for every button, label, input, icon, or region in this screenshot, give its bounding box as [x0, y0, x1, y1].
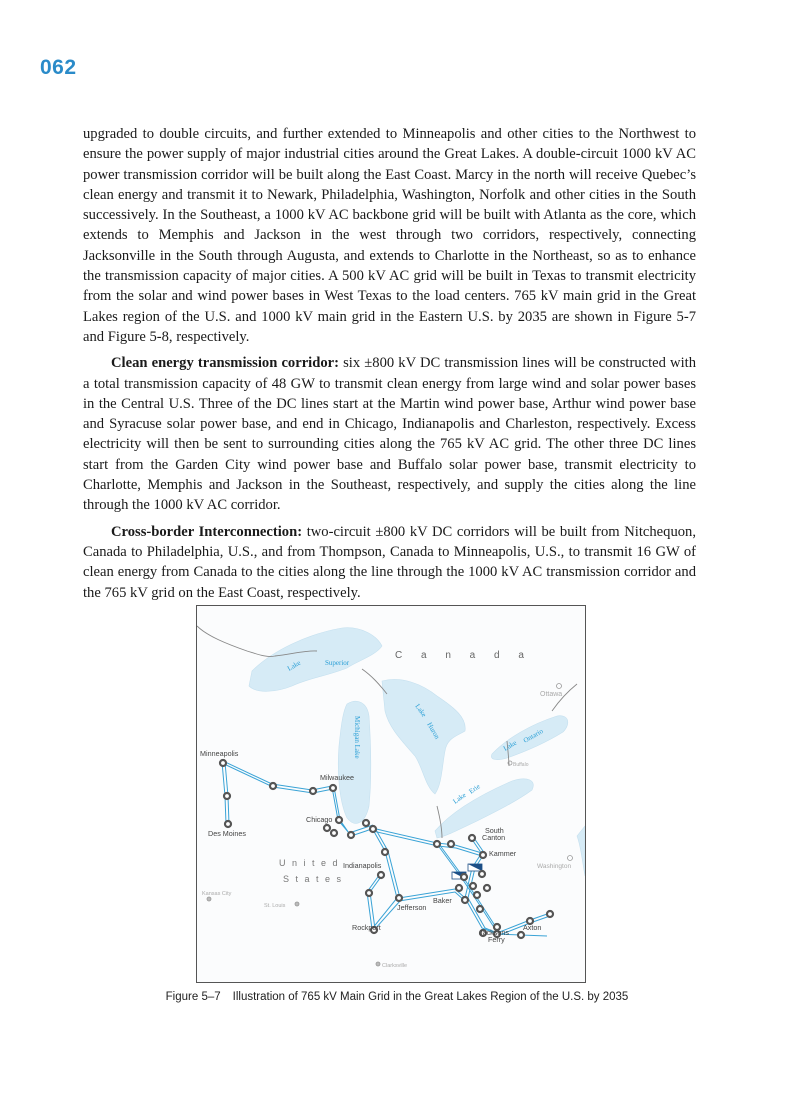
lake-huron	[382, 679, 465, 794]
substation-node	[434, 841, 440, 847]
city-label-axton: Axton	[523, 923, 542, 932]
city-label-chicago: Chicago	[306, 815, 333, 824]
substation-node	[456, 885, 462, 891]
washington-marker	[568, 856, 573, 861]
paragraph-lead: Cross-border Interconnection:	[111, 523, 303, 540]
city-label-des-moines: Des Moines	[208, 829, 246, 838]
kansas-city-marker	[207, 897, 211, 901]
figure-number: Figure 5–7	[165, 991, 221, 1003]
paragraph-clean-energy-corridor	[83, 353, 696, 515]
converter-icon	[468, 864, 482, 871]
substation-node	[474, 892, 480, 898]
substation-node	[370, 826, 376, 832]
city-label-clarksville: Clarksville	[382, 963, 408, 969]
city-label-jacksons-ferry-1: Jacksons	[479, 928, 509, 937]
city-label-south-canton-2: Canton	[482, 833, 506, 842]
city-label-jacksons-ferry-2: Ferry	[488, 935, 505, 944]
figure-caption-text: Illustration of 765 kV Main Grid in the Great Lakes Region of the U.S. by 2035	[232, 991, 629, 1003]
substation-node	[484, 885, 490, 891]
paragraph-lead: Clean energy transmission corridor:	[111, 355, 339, 372]
city-label-buffalo: Buffalo	[513, 762, 529, 768]
canada-label: C a n a d a	[395, 650, 532, 661]
city-label-st-louis: St. Louis	[264, 903, 286, 909]
substation-node	[220, 760, 226, 766]
line-minneapolis-milwaukee	[223, 761, 333, 793]
ottawa-marker	[557, 684, 562, 689]
us-label-line1: U n i t e d	[279, 858, 340, 868]
substation-node	[477, 906, 483, 912]
substation-node	[462, 897, 468, 903]
city-label-kansas-city: Kansas City	[202, 891, 232, 897]
reference-markers	[207, 684, 573, 967]
lake-superior	[249, 628, 382, 692]
substation-node	[378, 872, 384, 878]
substation-node	[336, 817, 342, 823]
substation-node	[366, 890, 372, 896]
substation-node	[396, 895, 402, 901]
paragraph-grid-overview	[83, 124, 696, 347]
clarksville-marker	[376, 962, 380, 966]
city-label-south-canton-1: South	[485, 826, 504, 835]
lake-huron-label-1: Lake	[413, 702, 428, 719]
city-label-kammer: Kammer	[489, 849, 517, 858]
city-label-ottawa: Ottawa	[540, 691, 563, 698]
city-label-washington: Washington	[537, 863, 572, 870]
body-text	[83, 124, 696, 609]
substation-node	[363, 820, 369, 826]
figure-map	[196, 605, 586, 983]
city-label-indianapolis: Indianapolis	[343, 861, 382, 870]
substation-node	[310, 788, 316, 794]
city-label-baker: Baker	[433, 896, 452, 905]
substation-node	[518, 932, 524, 938]
substation-node	[331, 830, 337, 836]
city-label-minneapolis: Minneapolis	[200, 749, 239, 758]
lake-erie-label-2: Erie	[467, 782, 482, 796]
us-label-line2: S t a t e s	[283, 874, 344, 884]
map-svg	[197, 606, 585, 982]
lake-michigan-label: Michigan Lake	[353, 716, 361, 759]
city-label-rockport: Rockport	[352, 923, 381, 932]
lake-superior-label-1: Lake	[286, 658, 303, 673]
substation-node	[470, 883, 476, 889]
substation-node	[448, 841, 454, 847]
page-number: 062	[40, 56, 77, 79]
substation-node	[469, 835, 475, 841]
city-label-jefferson: Jefferson	[397, 903, 427, 912]
paragraph-text: two-circuit ±800 kV DC corridors will be built from Nitchequon, Canada to Philadelphia, U.S., and from Thompson, Canada to Minneapolis, U.S., to transmit 16 GW of clean energy from Canada to the cities along the line through the 1000 kV AC transmission corridor and the 765 kV grid on the East Coast, respectively.	[83, 523, 696, 601]
substation-node	[479, 871, 485, 877]
line-indianapolis-rockport	[367, 874, 400, 929]
substation-node	[324, 825, 330, 831]
atlantic-edge	[577, 826, 585, 876]
substation-node	[270, 783, 276, 789]
lake-superior-label-2: Superior	[325, 659, 350, 667]
substation-node	[348, 832, 354, 838]
paragraph-text: upgraded to double circuits, and further extended to Minneapolis and other cities to the Northwest to ensure the power supply of major industrial cities around the Great Lakes. A double-circuit 1000 kV AC power transmission corridor will be built along the East Coast. Marcy in the north will receive Quebec’s clean energy and transmit it to Newark, Philadelphia, Washington, Norfolk and other cities in the South successively. In the Southeast, a 1000 kV AC backbone grid will be built with Atlanta as the core, which extends to Memphis and Jackson in the west through two corridors, respectively, connecting Jacksonville in the South through Augusta, and extends to Charlotte in the Northeast, so as to enhance the transmission capacity of major cities. A 500 kV AC grid will be built in Texas to transmit electricity from the solar and wind power bases in West Texas to the load centers. 765 kV main grid in the Great Lakes region of the U.S. and 1000 kV main grid in the Eastern U.S. by 2035 are shown in Figure 5-7 and Figure 5-8, respectively.	[83, 126, 696, 345]
paragraph-cross-border	[83, 522, 696, 603]
substation-node	[461, 874, 467, 880]
lake-ontario-label-1: Lake	[502, 738, 519, 753]
st-louis-marker	[295, 902, 299, 906]
substation-node	[224, 793, 230, 799]
figure-caption	[0, 991, 794, 1003]
lake-ontario-label-2: Ontario	[522, 727, 545, 745]
paragraph-text: six ±800 kV DC transmission lines will be constructed with a total transmission capacity of 48 GW to transmit clean energy from large wind and solar power bases in the Central U.S. Three of the DC lines start at the Martin wind power base, Arthur wind power base and Syracuse solar power base, and end in Chicago, Indianapolis and Charleston, respectively. Excess electricity will then be sent to surrounding cities along the 765 kV AC grid. The other three DC lines start from the Garden City wind power base and Buffalo solar power base, transmit electricity to Charlotte, Memphis and Jackson in the Southeast, respectively, and supply the cities along the line through the 1000 kV AC corridor.	[83, 355, 697, 514]
substation-node	[382, 849, 388, 855]
lake-huron-label-2: Huron	[425, 721, 442, 741]
substation-node	[547, 911, 553, 917]
lake-erie-label-1: Lake	[451, 791, 468, 806]
line-jefferson-baker	[399, 889, 465, 901]
substation-node	[330, 785, 336, 791]
substation-node	[225, 821, 231, 827]
city-label-milwaukee: Milwaukee	[320, 773, 354, 782]
substation-node	[480, 852, 486, 858]
